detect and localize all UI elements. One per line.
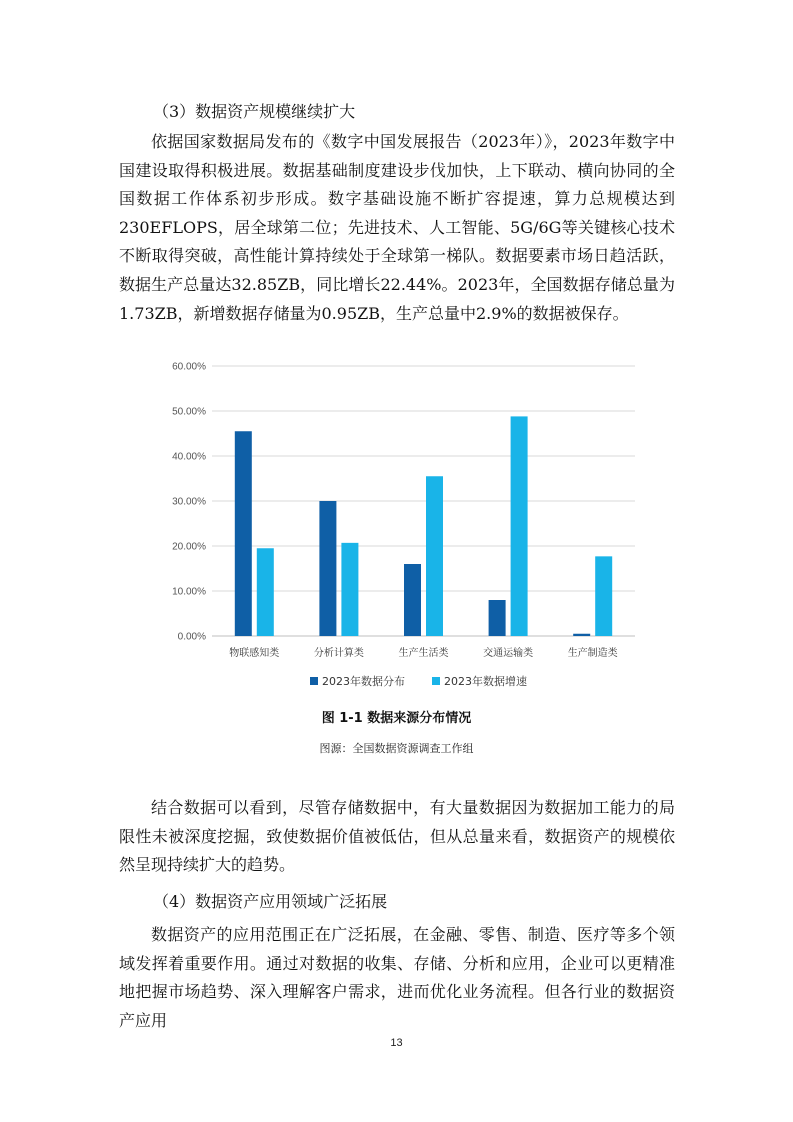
x-tick-label: 交通运输类 [483, 648, 534, 659]
bar-growth [341, 543, 358, 636]
bar-growth [595, 556, 612, 636]
paragraph-text: 依据国家数据局发布的《数字中国发展报告（2023年）》，2023年数字中国建设取得积极进展。数据基础制度建设步伐加快，上下联动、横向协同的全国数据工作体系初步形成。数字基础设施不断扩容提速，算力总规模达到230EFLOPS，居全球第二位；先进技术、人工智能、5G/6G等关键核心技术不断取得突破，高性能计算持续处于全球第一梯队。数据要素市场日趋活跃，数据生产总量达32.85ZB，同比增长22.44%。2023年，全国数据存储总量为1.73ZB，新增数据存储量为0.95ZB，生产总量中2.9%的数据被保存。 [119, 132, 675, 323]
legend-label: 2023年数据增速 [444, 675, 527, 688]
body-paragraph-applications [119, 921, 675, 1035]
legend-swatch [432, 677, 440, 685]
bar-growth [426, 476, 443, 636]
legend-label: 2023年数据分布 [322, 675, 405, 688]
page-number: 13 [390, 1037, 403, 1049]
y-tick-label: 50.00% [172, 406, 206, 418]
bar-distribution [235, 431, 252, 636]
bar-distribution [489, 600, 506, 636]
figure-caption: 图 1-1 数据来源分布情况 [321, 711, 472, 726]
y-tick-label: 30.00% [172, 496, 206, 508]
section-heading-3: （3）数据资产规模继续扩大 [153, 102, 356, 121]
bar-distribution [319, 501, 336, 636]
x-tick-label: 分析计算类 [313, 648, 364, 659]
y-tick-label: 10.00% [172, 586, 206, 598]
bar-growth [257, 548, 274, 636]
y-tick-label: 40.00% [172, 451, 206, 463]
figure-source: 图源：全国数据资源调查工作组 [319, 742, 474, 755]
body-paragraph-data-scale [119, 128, 675, 328]
section-heading-4: （4）数据资产应用领域广泛拓展 [153, 892, 388, 911]
y-tick-label: 20.00% [172, 541, 206, 553]
chart-svg [150, 352, 645, 702]
y-tick-label: 60.00% [172, 361, 206, 373]
bar-distribution [404, 564, 421, 636]
x-tick-label: 物联感知类 [229, 648, 280, 659]
bar-chart [150, 352, 645, 702]
x-tick-label: 生产生活类 [398, 648, 449, 659]
bar-distribution [573, 634, 590, 636]
y-tick-label: 0.00% [177, 631, 206, 643]
x-tick-label: 生产制造类 [567, 648, 618, 659]
bar-growth [511, 416, 528, 636]
paragraph-text: 结合数据可以看到，尽管存储数据中，有大量数据因为数据加工能力的局限性未被深度挖掘，致使数据价值被低估，但从总量来看，数据资产的规模依然呈现持续扩大的趋势。 [119, 798, 675, 875]
body-paragraph-conclusion [119, 794, 675, 880]
legend-swatch [310, 677, 318, 685]
paragraph-text: 数据资产的应用范围正在广泛拓展，在金融、零售、制造、医疗等多个领域发挥着重要作用。通过对数据的收集、存储、分析和应用，企业可以更精准地把握市场趋势、深入理解客户需求，进而优化业务流程。但各行业的数据资产应用 [119, 925, 675, 1030]
